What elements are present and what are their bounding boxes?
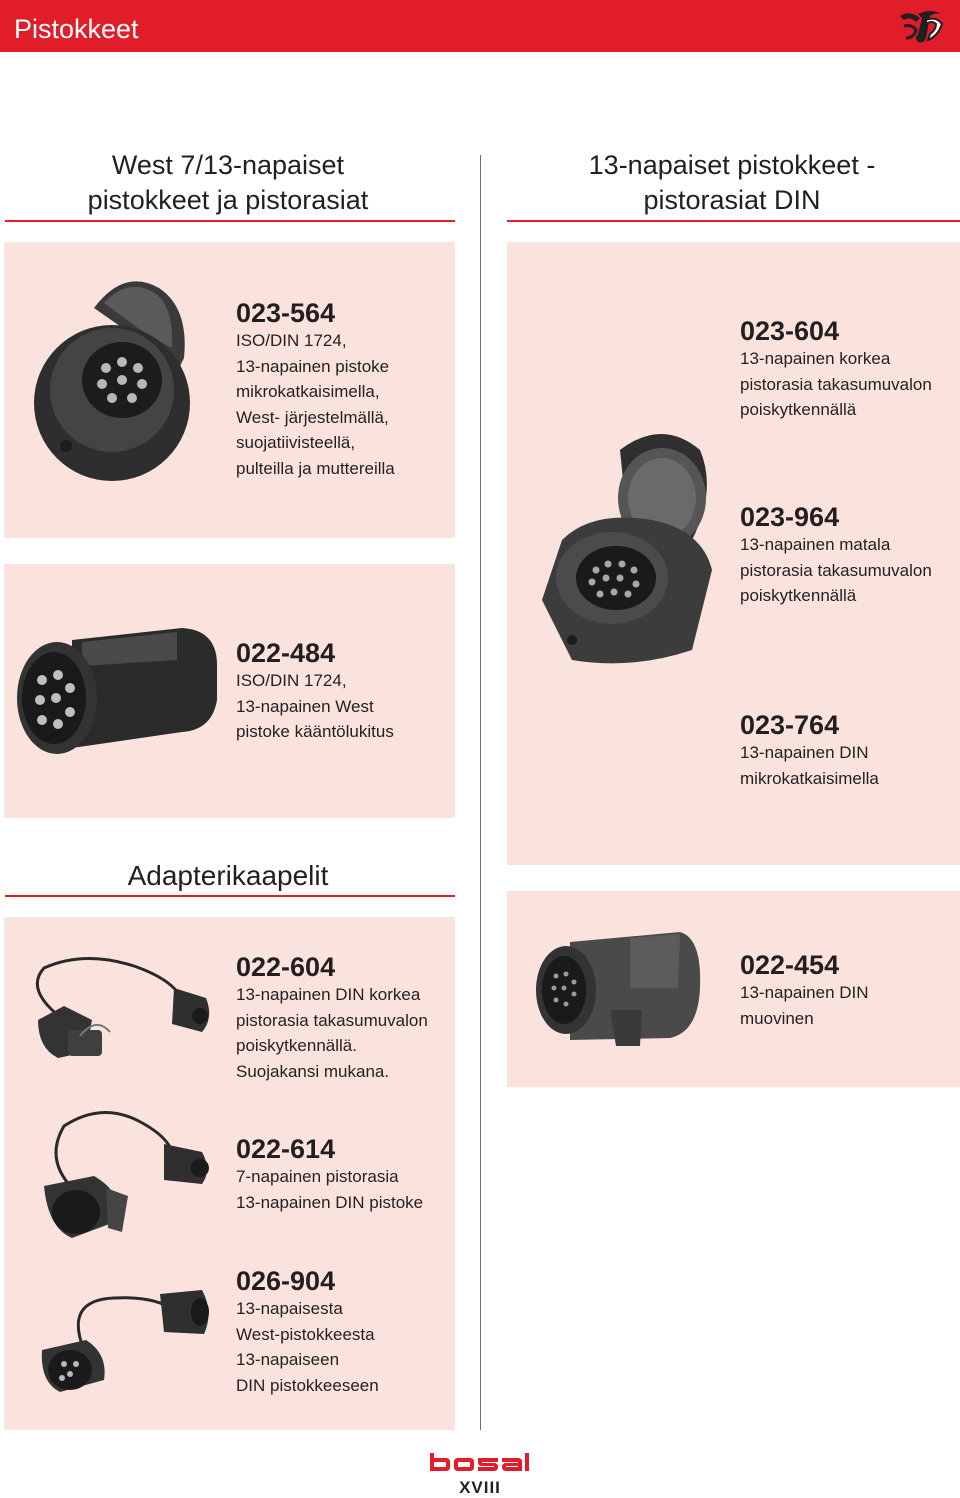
plug-022-484-image xyxy=(12,620,222,760)
product-code: 022-484 xyxy=(236,638,336,668)
brand-mark-icon xyxy=(896,8,948,46)
cable-022-614-image xyxy=(24,1100,214,1250)
product-code: 026-904 xyxy=(236,1266,336,1296)
adapter-title-rule xyxy=(5,895,455,897)
socket-023-564-image xyxy=(24,268,214,498)
right-column-title: 13-napaiset pistokkeet - pistorasiat DIN xyxy=(588,150,876,215)
product-022-604 xyxy=(236,952,451,1084)
product-description: 13-napaisesta West-pistokkeesta 13-napaiseen DIN pistokkeeseen xyxy=(236,1299,379,1395)
product-code: 023-564 xyxy=(236,298,336,328)
product-code: 022-604 xyxy=(236,952,336,982)
product-022-454 xyxy=(740,950,956,1031)
bosal-logo xyxy=(428,1452,532,1472)
product-description: 13-napainen DIN korkea pistorasia takasumuvalon poiskytkennällä. Suojakansi mukana. xyxy=(236,985,428,1081)
cable-022-604-image xyxy=(24,940,214,1070)
product-description: 13-napainen korkea pistorasia takasumuvalon poiskytkennällä xyxy=(740,349,932,419)
adapter-section-title: Adapterikaapelit xyxy=(127,860,329,891)
product-023-764 xyxy=(740,710,956,791)
product-description: 13-napainen DIN muovinen xyxy=(740,983,869,1028)
product-description: 13-napainen matala pistorasia takasumuvalon poiskytkennällä xyxy=(740,535,932,605)
product-description: 13-napainen DIN mikrokatkaisimella xyxy=(740,743,879,788)
page-number: XVIII xyxy=(459,1478,501,1497)
plug-022-454-image xyxy=(530,928,710,1048)
right-title-rule xyxy=(507,220,960,222)
product-022-484 xyxy=(236,638,451,745)
product-022-614 xyxy=(236,1134,451,1215)
product-description: ISO/DIN 1724, 13-napainen West pistoke kääntölukitus xyxy=(236,671,394,741)
page-title: Pistokkeet xyxy=(14,14,139,44)
column-divider xyxy=(480,155,481,1430)
product-026-904 xyxy=(236,1266,451,1398)
cable-026-904-image xyxy=(24,1270,214,1400)
product-code: 023-964 xyxy=(740,502,840,532)
product-code: 022-454 xyxy=(740,950,840,980)
product-023-564 xyxy=(236,298,451,481)
product-023-964 xyxy=(740,502,956,609)
product-code: 023-764 xyxy=(740,710,840,740)
product-description: ISO/DIN 1724, 13-napainen pistoke mikrokatkaisimella, West- järjestelmällä, suojatiivisteellä, pulteilla ja muttereilla xyxy=(236,331,395,478)
header-bar xyxy=(0,0,960,52)
product-023-604 xyxy=(740,316,956,423)
product-code: 023-604 xyxy=(740,316,840,346)
left-column-title: West 7/13-napaiset pistokkeet ja pistorasiat xyxy=(87,150,369,215)
product-description: 7-napainen pistorasia 13-napainen DIN pistoke xyxy=(236,1167,424,1212)
product-code: 022-614 xyxy=(236,1134,336,1164)
left-title-rule xyxy=(5,220,455,222)
din-socket-image xyxy=(532,420,732,670)
